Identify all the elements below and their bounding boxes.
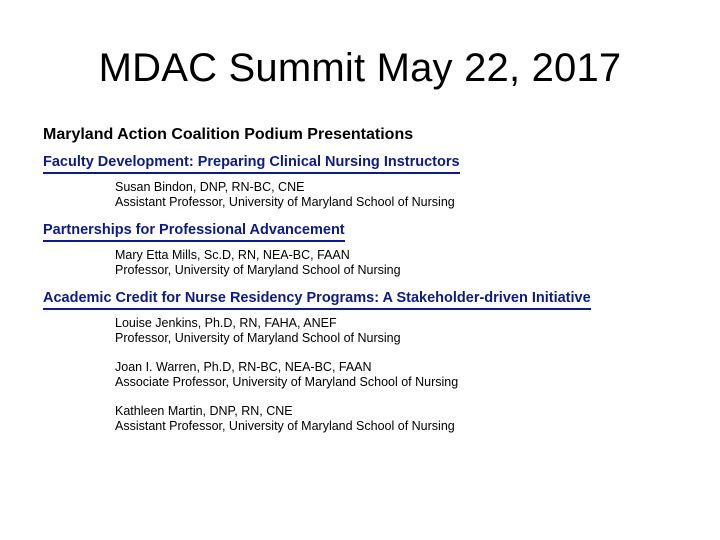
presenter-role: Associate Professor, University of Maryland School of Nursing [115,375,459,389]
presenter-item [115,360,703,390]
presenter-list [115,180,703,210]
presenter-item [115,316,703,346]
presenter-list [115,248,703,278]
presenter-role: Professor, University of Maryland School of Nursing [115,263,401,277]
presenter-list [115,316,703,434]
presenter-role: Professor, University of Maryland School of Nursing [115,331,401,345]
slide-subtitle: Maryland Action Coalition Podium Presentations [43,126,414,143]
section-link-academic-credit[interactable]: Academic Credit for Nurse Residency Programs: A Stakeholder-driven Initiative [43,289,591,310]
section-link-faculty-development[interactable]: Faculty Development: Preparing Clinical Nursing Instructors [43,153,460,174]
presenter-name: Kathleen Martin, DNP, RN, CNE [115,404,293,418]
section-link-partnerships[interactable]: Partnerships for Professional Advancement [43,221,345,242]
presenter-item [115,180,703,210]
presenter-name: Joan I. Warren, Ph.D, RN-BC, NEA-BC, FAAN [115,360,372,374]
presentation-section-faculty-development [43,153,703,210]
presentation-section-partnerships [43,221,703,278]
presenter-name: Mary Etta Mills, Sc.D, RN, NEA-BC, FAAN [115,248,350,262]
presentation-section-academic-credit [43,289,703,434]
presenter-item [115,248,703,278]
presenter-role: Assistant Professor, University of Maryland School of Nursing [115,195,455,209]
slide-title: MDAC Summit May 22, 2017 [98,46,622,90]
presenter-item [115,404,703,434]
presenter-name: Louise Jenkins, Ph.D, RN, FAHA, ANEF [115,316,337,330]
presenter-role: Assistant Professor, University of Maryland School of Nursing [115,419,455,433]
presenter-name: Susan Bindon, DNP, RN-BC, CNE [115,180,305,194]
slide-content [43,125,703,442]
